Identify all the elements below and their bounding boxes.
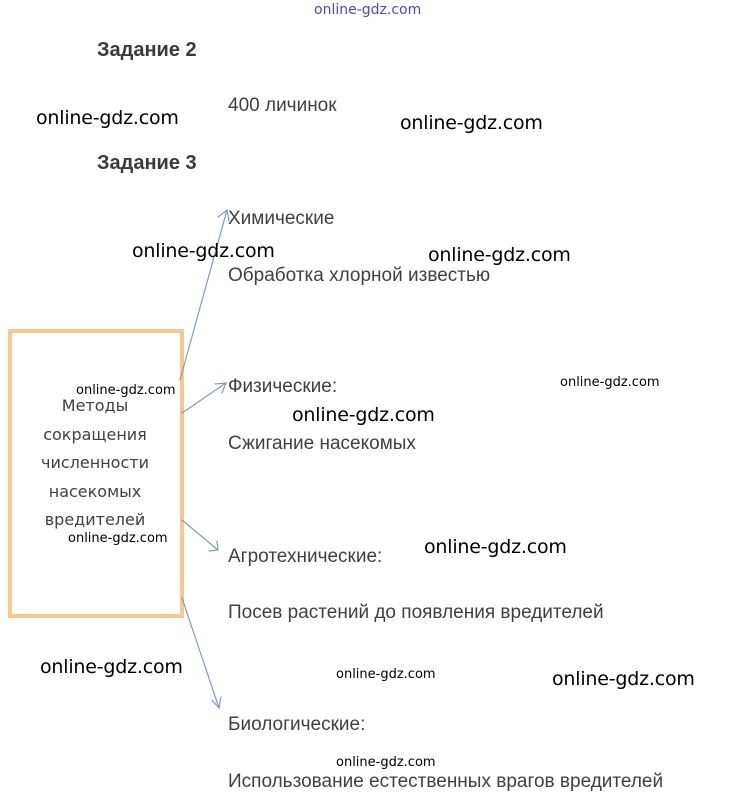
methods-label-line: насекомых — [48, 481, 142, 501]
branch-physical-category: Физические: — [228, 376, 338, 397]
watermark: online-gdz.com — [336, 755, 436, 770]
methods-label-line: Методы — [61, 396, 129, 415]
methods-label-line: численности — [41, 453, 149, 472]
branch-chemical-category: Химические — [228, 208, 335, 229]
methods-label-line: сокращения — [43, 424, 147, 444]
task3-heading: Задание 3 — [97, 152, 197, 174]
task2-heading: Задание 2 — [97, 39, 197, 61]
watermark: online-gdz.com — [132, 240, 275, 262]
arrow-bio — [182, 598, 221, 708]
arrow-chemical — [180, 210, 229, 380]
watermark: online-gdz.com — [40, 656, 183, 678]
watermark-top: online-gdz.com — [314, 2, 422, 18]
watermark: online-gdz.com — [400, 112, 543, 134]
methods-label-line: вредителей — [44, 510, 146, 529]
branch-agro-example: Посев растений до появления вредителей — [228, 602, 604, 623]
watermark: online-gdz.com — [428, 244, 571, 266]
branch-bio-example: Использование естественных врагов вредителей — [228, 771, 664, 792]
watermark: online-gdz.com — [36, 107, 179, 129]
watermark: online-gdz.com — [76, 383, 176, 398]
watermark: online-gdz.com — [552, 668, 695, 690]
task2-answer: 400 личинок — [228, 95, 337, 116]
arrow-physical — [182, 383, 226, 413]
watermark: online-gdz.com — [292, 404, 435, 426]
branch-chemical-example: Обработка хлорной известью — [228, 265, 491, 286]
branch-physical-example: Сжигание насекомых — [228, 433, 416, 454]
watermark: online-gdz.com — [68, 531, 168, 546]
watermark: online-gdz.com — [336, 667, 436, 682]
branch-agro-category: Агротехнические: — [228, 546, 383, 567]
watermark: online-gdz.com — [560, 375, 660, 390]
arrow-agro — [182, 520, 218, 551]
branch-bio-category: Биологические: — [228, 714, 366, 735]
watermark: online-gdz.com — [424, 536, 567, 558]
